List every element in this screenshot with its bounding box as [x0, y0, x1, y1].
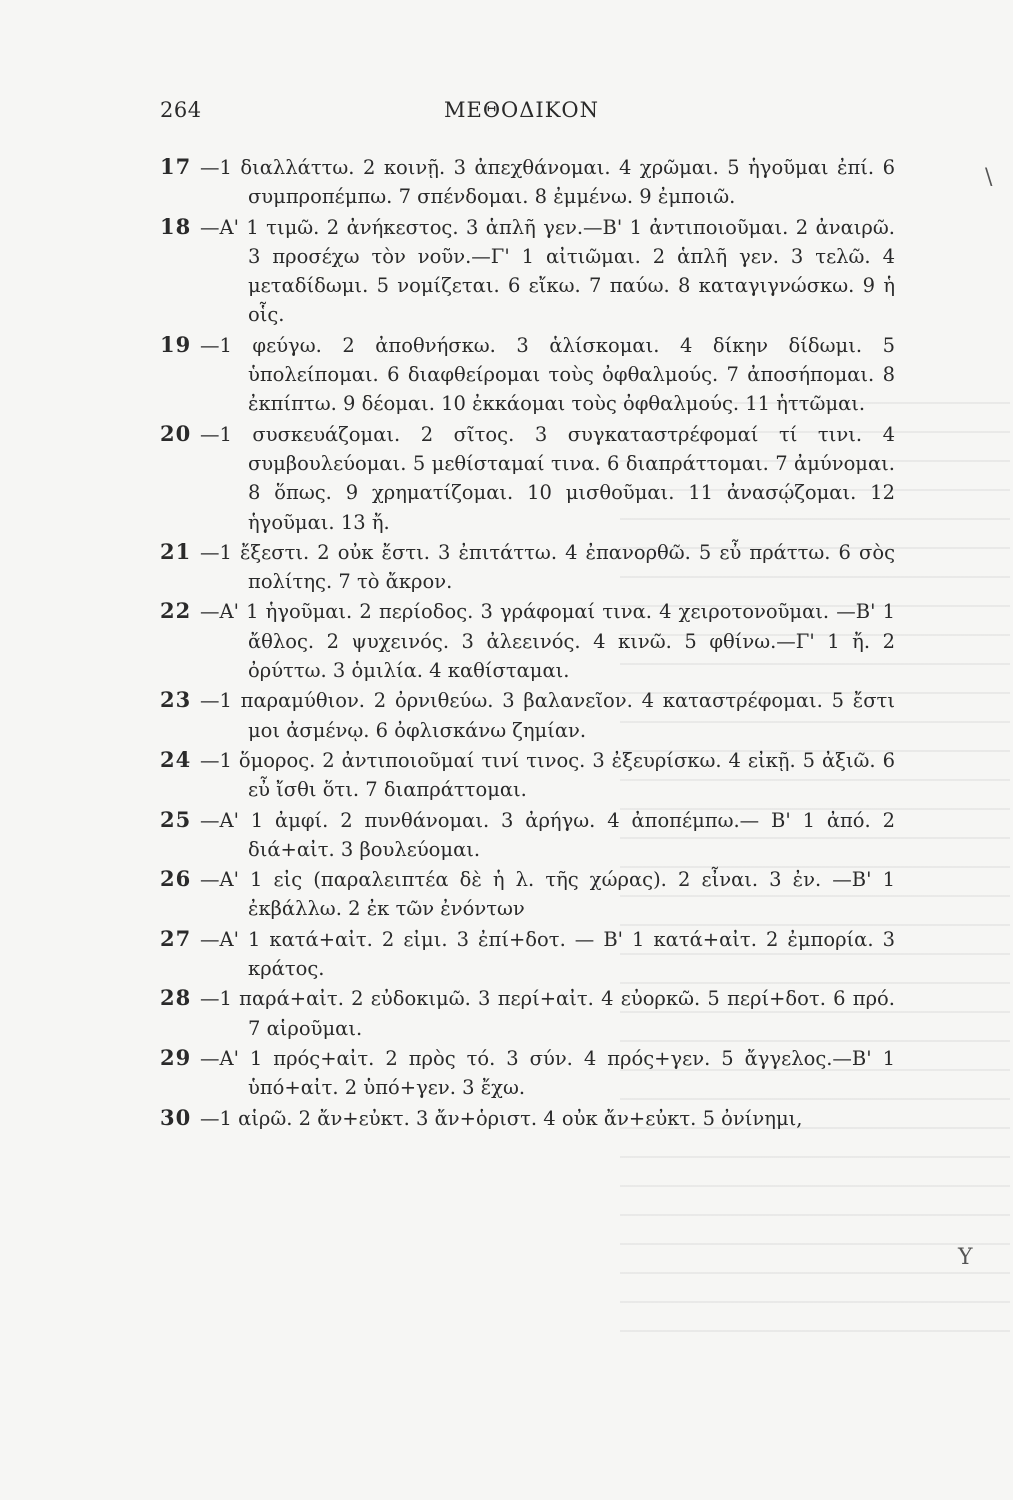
entry-text: —1 παρά+αἰτ. 2 εὐδοκιμῶ. 3 περί+αἰτ. 4 εὐορκῶ. 5 περί+δοτ. 6 πρό. 7 αἱροῦμαι.: [200, 987, 895, 1040]
answer-entry: [160, 419, 895, 537]
page-number: 264: [160, 98, 202, 122]
answer-entry: [160, 745, 895, 805]
entry-number: 22: [160, 598, 192, 624]
entry-text: —1 ὅμορος. 2 ἀντιποιοῦμαί τινί τινος. 3 ἐξευρίσκω. 4 εἰκῇ. 5 ἀξιῶ. 6 εὖ ἴσθι ὅτι. 7 διαπράττομαι.: [200, 748, 895, 802]
answer-entry: [160, 330, 895, 419]
page-header: [160, 98, 880, 128]
entry-number: 30: [160, 1104, 192, 1130]
answer-key-body: [160, 152, 895, 1133]
entry-text: —1 παραμύθιον. 2 ὀρνιθεύω. 3 βαλανεῖον. 4 καταστρέφομαι. 5 ἔστι μοι ἀσμένῳ. 6 ὀφλισκάνω ζημίαν.: [200, 689, 895, 742]
answer-entry: [160, 537, 895, 597]
entry-text: —1 ἔξεστι. 2 οὐκ ἔστι. 3 ἐπιτάττω. 4 ἐπανορθῶ. 5 εὖ πράττω. 6 σὸς πολίτης. 7 τὸ ἄκρον.: [200, 540, 895, 594]
entry-number: 17: [160, 154, 192, 179]
margin-mark-bottom: Y: [958, 1245, 973, 1270]
entry-number: 25: [160, 806, 192, 832]
entry-text: —Α' 1 κατά+αἰτ. 2 εἰμι. 3 ἐπί+δοτ. — Β' 1 κατά+αἰτ. 2 ἐμπορία. 3 κράτος.: [200, 927, 895, 981]
entry-number: 24: [160, 746, 192, 772]
entry-number: 29: [160, 1044, 192, 1070]
answer-entry: [160, 864, 895, 924]
entry-number: 23: [160, 687, 192, 713]
answer-entry: [160, 596, 895, 685]
answer-entry: [160, 1103, 895, 1133]
entry-number: 28: [160, 985, 192, 1011]
entry-number: 26: [160, 866, 192, 892]
entry-text: —1 αἱρῶ. 2 ἄν+εὐκτ. 3 ἄν+ὁριστ. 4 οὐκ ἄν+εὐκτ. 5 ὀνίνημι,: [200, 1106, 803, 1130]
answer-entry: [160, 983, 895, 1043]
entry-text: —1 συσκευάζομαι. 2 σῖτος. 3 συγκαταστρέφομαί τί τινι. 4 συμβουλεύομαι. 5 μεθίσταμαί τινα. 6 διαπράττομαι. 7 ἀμύνομαι. 8 ὅπως. 9 χρηματίζομαι. 10 μισθοῦμαι. 11 ἀνασῴζομαι. 12 ἡγοῦμαι. 13 ἤ.: [200, 422, 895, 534]
entry-text: —Α' 1 πρός+αἰτ. 2 πρὸς τό. 3 σύν. 4 πρός+γεν. 5 ἄγγελος.—Β' 1 ὑπό+αἰτ. 2 ὑπό+γεν. 3 ἔχω.: [200, 1046, 895, 1100]
entry-text: —1 διαλλάττω. 2 κοινῇ. 3 ἀπεχθάνομαι. 4 χρῶμαι. 5 ἡγοῦμαι ἐπί. 6 συμπροπέμπω. 7 σπένδομαι. 8 ἐμμένω. 9 ἐμποιῶ.: [200, 156, 895, 209]
entry-number: 18: [160, 213, 192, 239]
entry-number: 27: [160, 925, 192, 951]
running-title: ΜΕΘΟΔΙΚΟΝ: [444, 98, 600, 122]
entry-number: 20: [160, 420, 192, 446]
answer-entry: [160, 924, 895, 984]
entry-number: 21: [160, 538, 192, 564]
margin-mark-top: \: [985, 165, 993, 190]
answer-entry: [160, 1043, 895, 1103]
entry-text: —Α' 1 τιμῶ. 2 ἀνήκεστος. 3 ἁπλῆ γεν.—Β' 1 ἀντιποιοῦμαι. 2 ἀναιρῶ. 3 προσέχω τὸν νοῦν.—Γ' 1 αἰτιῶμαι. 2 ἁπλῆ γεν. 3 τελῶ. 4 μεταδίδωμι. 5 νομίζεται. 6 εἴκω. 7 παύω. 8 καταγιγνώσκω. 9 ἡ οἷς.: [200, 215, 895, 327]
entry-text: —Α' 1 εἰς (παραλειπτέα δὲ ἡ λ. τῆς χώρας). 2 εἶναι. 3 ἐν. —Β' 1 ἐκβάλλω. 2 ἐκ τῶν ἐνόντων: [200, 868, 895, 921]
entry-text: —1 φεύγω. 2 ἀποθνήσκω. 3 ἁλίσκομαι. 4 δίκην δίδωμι. 5 ὑπολείπομαι. 6 διαφθείρομαι τοὺς ὀφθαλμούς. 7 ἀποσήπομαι. 8 ἐκπίπτω. 9 δέομαι. 10 ἐκκάομαι τοὺς ὀφθαλμούς. 11 ἡττῶμαι.: [200, 333, 895, 416]
answer-entry: [160, 212, 895, 330]
entry-text: —Α' 1 ἡγοῦμαι. 2 περίοδος. 3 γράφομαί τινα. 4 χειροτονοῦμαι. —Β' 1 ἄθλος. 2 ψυχεινός. 3 ἀλεεινός. 4 κινῶ. 5 φθίνω.—Γ' 1 ἤ. 2 ὀρύττω. 3 ὁμιλία. 4 καθίσταμαι.: [200, 600, 895, 683]
answer-entry: [160, 152, 895, 212]
answer-entry: [160, 685, 895, 745]
entry-text: —Α' 1 ἀμφί. 2 πυνθάνομαι. 3 ἀρήγω. 4 ἀποπέμπω.— Β' 1 ἀπό. 2 διά+αἰτ. 3 βουλεύομαι.: [200, 808, 895, 861]
answer-entry: [160, 805, 895, 865]
entry-number: 19: [160, 331, 192, 357]
